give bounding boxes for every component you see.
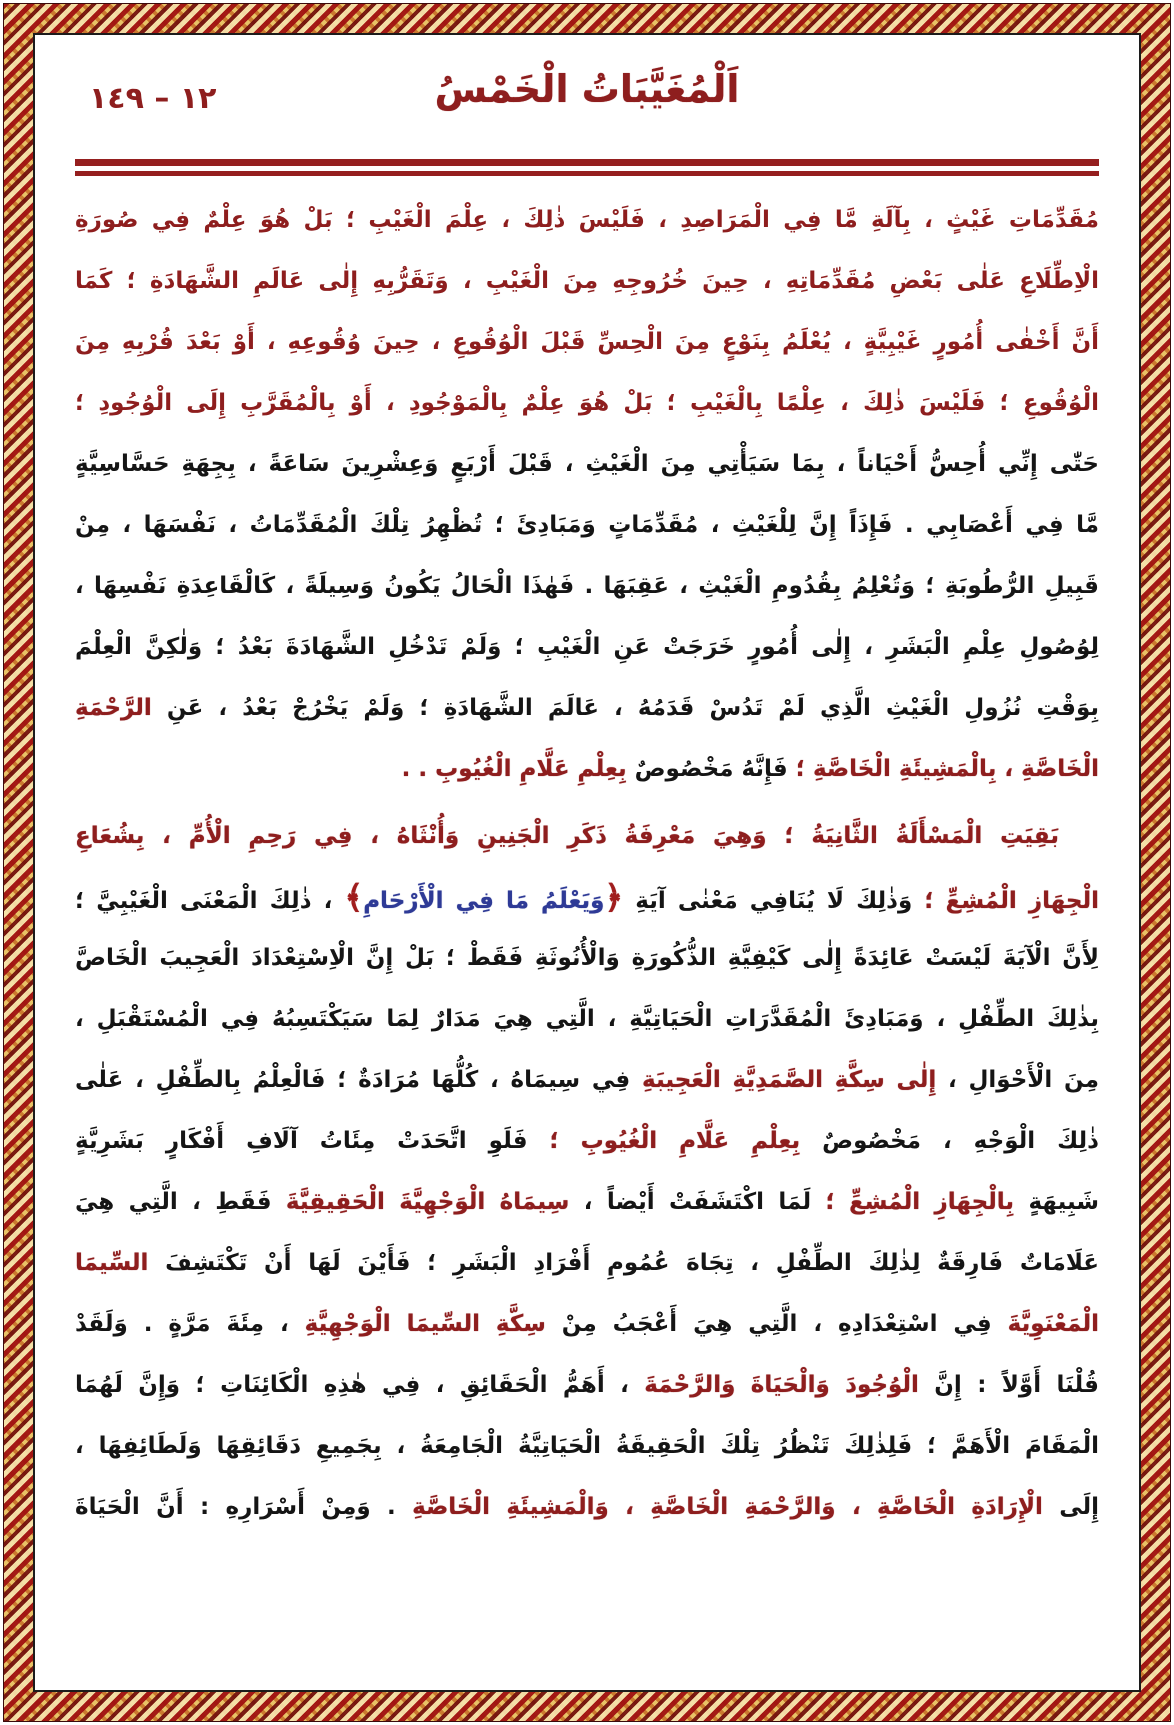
text-line [75, 989, 1099, 1050]
text-segment: إِلَى [1042, 1494, 1099, 1520]
text-line [75, 806, 1099, 867]
text-line [75, 617, 1099, 678]
text-segment: شَبِيهَةٍ [1014, 1189, 1099, 1215]
text-segment: ، ذٰلِكَ الْمَعْنَى الْغَيْبِيَّ ؛ [75, 888, 345, 914]
text-segment: إِلٰى سِكَّةِ الصَّمَدِيَّةِ الْعَجِيبَةِ [630, 1067, 937, 1093]
text-line [75, 739, 1099, 800]
text-segment: لَمَا اكْتَشَفَتْ أَيْضاً ، [569, 1189, 812, 1215]
text-line [75, 928, 1099, 989]
text-segment: فَقَطِ ، الَّتِي هِيَ [75, 1189, 272, 1215]
text-segment: فَلَوِ اتَّحَدَتْ مِئَاتُ آلَافِ أَفْكَارٍ بَشَرِيَّةٍ [75, 1128, 528, 1154]
text-segment: الْوُجُودَ وَالْحَيَاةَ وَالرَّحْمَةَ [628, 1372, 919, 1398]
text-segment: بِذٰلِكَ الطِّفْلِ ، وَمَبَادِئَ الْمُقَدَّرَاتِ الْحَيَاتِيَّةِ ، الَّتِي هِيَ مَدَارٌ لِمَا سَيَكْتَسِبُهُ فِي الْمُسْتَقْبَلِ ، [75, 1006, 1099, 1032]
text-segment: فَإِنَّهُ مَخْصُوصٌ [626, 756, 788, 782]
text-segment: بِالْجِهَازِ الْمُشِعِّ ؛ [811, 1189, 1015, 1215]
text-segment: فِي سِيمَاهُ ، كُلُّهَا مُرَادَةٌ ؛ فَالْعِلْمُ بِالطِّفْلِ ، عَلٰى [75, 1067, 631, 1093]
text-line [75, 1416, 1099, 1477]
text-line [75, 1111, 1099, 1172]
text-line [75, 434, 1099, 495]
page-header [61, 53, 1113, 149]
text-line [75, 1355, 1099, 1416]
text-line [75, 251, 1099, 312]
page-number: ١٢ – ١٤٩ [89, 81, 217, 116]
text-segment: ، أَهَمُّ الْحَقَائِقِ ، فِي هٰذِهِ الْكَائِنَاتِ ؛ وَإِنَّ لَهُمَا [75, 1372, 629, 1398]
text-segment: وَذٰلِكَ لَا يُنَافِي مَعْنٰى آيَةِ [623, 888, 913, 914]
text-line [75, 190, 1099, 251]
quran-verse: وَيَعْلَمُ مَا فِي الْأَرْحَامِ [363, 888, 605, 914]
text-segment: الْإِرَادَةِ الْخَاصَّةِ ، وَالرَّحْمَةِ الْخَاصَّةِ ، وَالْمَشِيئَةِ الْخَاصَّةِ [395, 1494, 1043, 1520]
text-segment: بِعِلْمِ عَلَّامِ الْغُيُوبِ . . [401, 756, 627, 782]
text-segment: عَلَامَاتٌ فَارِقَةٌ لِذٰلِكَ الطِّفْلِ ، تِجَاهَ عُمُومِ أَفْرَادِ الْبَشَرِ ؛ فَأَيْنَ لَهَا أَنْ تَكْتَشِفَ [148, 1250, 1099, 1276]
text-segment: مِنَ الْأَحْوَالِ ، [936, 1067, 1099, 1093]
text-line [75, 867, 1099, 928]
text-segment: مَّا فِي أَعْصَابِي . فَإِذَاً إِنَّ لِلْغَيْثِ ، مُقَدِّمَاتٍ وَمَبَادِئَ ؛ تُظْهِرُ تِلْكَ الْمُقَدِّمَاتُ ، نَفْسَهَا ، مِنْ [75, 512, 1099, 538]
text-segment: الْمَقَامَ الْأَهَمَّ ؛ فَلِذٰلِكَ تَنْظُرُ تِلْكَ الْحَقِيقَةُ الْحَيَاتِيَّةُ الْجَامِعَةُ ، بِجَمِيعِ دَقَائِقِهَا وَلَطَائِفِهَا ، [75, 1433, 1099, 1459]
text-segment: سِيمَاهُ الْوَجْهِيَّةَ الْحَقِيقِيَّةَ [271, 1189, 570, 1215]
text-segment: فِي اسْتِعْدَادِهِ ، الَّتِي هِيَ أَعْجَبُ مِنْ [545, 1311, 992, 1337]
text-line [75, 678, 1099, 739]
text-segment: أَنَّ أَخْفٰى أُمُورٍ غَيْبِيَّةٍ ، يُعْلَمُ بِنَوْعٍ مِنَ الْحِسِّ قَبْلَ الْوُقُوعِ ، حِينَ وُقُوعِهِ ، أَوْ بَعْدَ قُرْبِهِ مِنَ [75, 329, 1099, 355]
text-line [75, 312, 1099, 373]
text-segment: الرَّحْمَةِ [75, 695, 152, 721]
text-segment: قُلْنَا أَوَّلاً : إِنَّ [918, 1372, 1099, 1398]
header-divider [75, 159, 1099, 176]
verse-bracket-ornament: ﴾ [344, 878, 364, 916]
text-line [75, 1233, 1099, 1294]
text-segment: بَقِيَتِ الْمَسْأَلَةُ الثَّانِيَةُ ؛ وَهِيَ مَعْرِفَةُ ذَكَرِ الْجَنِينِ وَأُنْثَاهُ ، فِي رَحِمِ الْأُمِّ ، بِشُعَاعِ [75, 823, 1059, 849]
page [33, 33, 1141, 1692]
text-segment: الْجِهَازِ الْمُشِعِّ ؛ [912, 888, 1099, 914]
text-segment: حَتّٰى إِنِّي أُحِسُّ أَحْيَاناً ، بِمَا سَيَأْتِي مِنَ الْغَيْثِ ، قَبْلَ أَرْبَعٍ وَعِشْرِينَ سَاعَةً ، بِجِهَةِ حَسَّاسِيَّةٍ [75, 451, 1099, 477]
text-segment: مُقَدِّمَاتِ غَيْثٍ ، بِآلَةِ مَّا فِي الْمَرَاصِدِ ، فَلَيْسَ ذٰلِكَ ، عِلْمَ الْغَيْبِ ؛ بَلْ هُوَ عِلْمٌ فِي صُورَةِ [75, 207, 1099, 233]
verse-bracket-ornament: ﴿ [604, 878, 624, 916]
divider-thick-line [75, 159, 1099, 166]
text-segment: سِكَّةِ السِّيمَا الْوَجْهِيَّةِ [288, 1311, 546, 1337]
text-line [75, 495, 1099, 556]
divider-thin-line [75, 171, 1099, 176]
text-segment: بِوَقْتِ نُزُولِ الْغَيْثِ الَّذِي لَمْ تَدُسْ قَدَمُهُ ، عَالَمَ الشَّهَادَةِ ؛ وَلَمْ يَخْرُجْ بَعْدُ ، عَنِ [151, 695, 1099, 721]
text-line [75, 1477, 1099, 1538]
text-segment: بِعِلْمِ عَلَّامِ الْغُيُوبِ ؛ [527, 1128, 801, 1154]
page-title: اَلْمُغَيَّبَاتُ الْخَمْسُ [434, 67, 740, 111]
text-segment: السِّيمَا [75, 1250, 149, 1276]
text-segment: لِوُصُولِ عِلْمِ الْبَشَرِ ، إِلٰى أُمُورٍ خَرَجَتْ عَنِ الْغَيْبِ ؛ وَلَمْ تَدْخُلِ الشَّهَادَةَ بَعْدُ ؛ وَلٰكِنَّ الْعِلْمَ [75, 634, 1099, 660]
text-line [75, 1172, 1099, 1233]
text-segment: ذٰلِكَ الْوَجْهِ ، مَخْصُوصٌ [800, 1128, 1099, 1154]
text-line [75, 1294, 1099, 1355]
text-segment: الْخَاصَّةِ ، بِالْمَشِيئَةِ الْخَاصَّةِ ؛ [787, 756, 1099, 782]
text-segment: ، مِئَةَ مَرَّةٍ . وَلَقَدْ [75, 1311, 289, 1337]
text-segment: الْوُقُوعِ ؛ فَلَيْسَ ذٰلِكَ ، عِلْمًا بِالْغَيْبِ ؛ بَلْ هُوَ عِلْمٌ بِالْمَوْجُودِ ، أَوْ بِالْمُقَرَّبِ إِلَى الْوُجُودِ ؛ [75, 390, 1099, 416]
text-segment: . وَمِنْ أَسْرَارِهِ : أَنَّ الْحَيَاةَ [75, 1494, 396, 1520]
text-line [75, 1050, 1099, 1111]
text-segment: لِأَنَّ الْآيَةَ لَيْسَتْ عَائِدَةً إِلٰى كَيْفِيَّةِ الذُّكُورَةِ وَالْأُنُوثَةِ فَقَطْ ؛ بَلْ إِنَّ الْاِسْتِعْدَادَ الْعَجِيبَ الْخَاصَّ [75, 945, 1099, 971]
text-segment: قَبِيلِ الرُّطُوبَةِ ؛ وَتُعْلِمُ بِقُدُومِ الْغَيْثِ ، عَقِبَهَا . فَهٰذَا الْحَالُ يَكُونُ وَسِيلَةً ، كَالْقَاعِدَةِ نَفْسِهَا ، [75, 573, 1099, 599]
text-line [75, 556, 1099, 617]
text-segment: الْمَعْنَوِيَّةَ [991, 1311, 1099, 1337]
text-segment: الْاِطِّلَاعِ عَلٰى بَعْضِ مُقَدِّمَاتِهِ ، حِينَ خُرُوجِهِ مِنَ الْغَيْبِ ، وَتَقَرُّبِهِ إِلٰى عَالَمِ الشَّهَادَةِ ؛ كَمَا [75, 268, 1099, 294]
body-text [75, 190, 1099, 1538]
text-line [75, 373, 1099, 434]
